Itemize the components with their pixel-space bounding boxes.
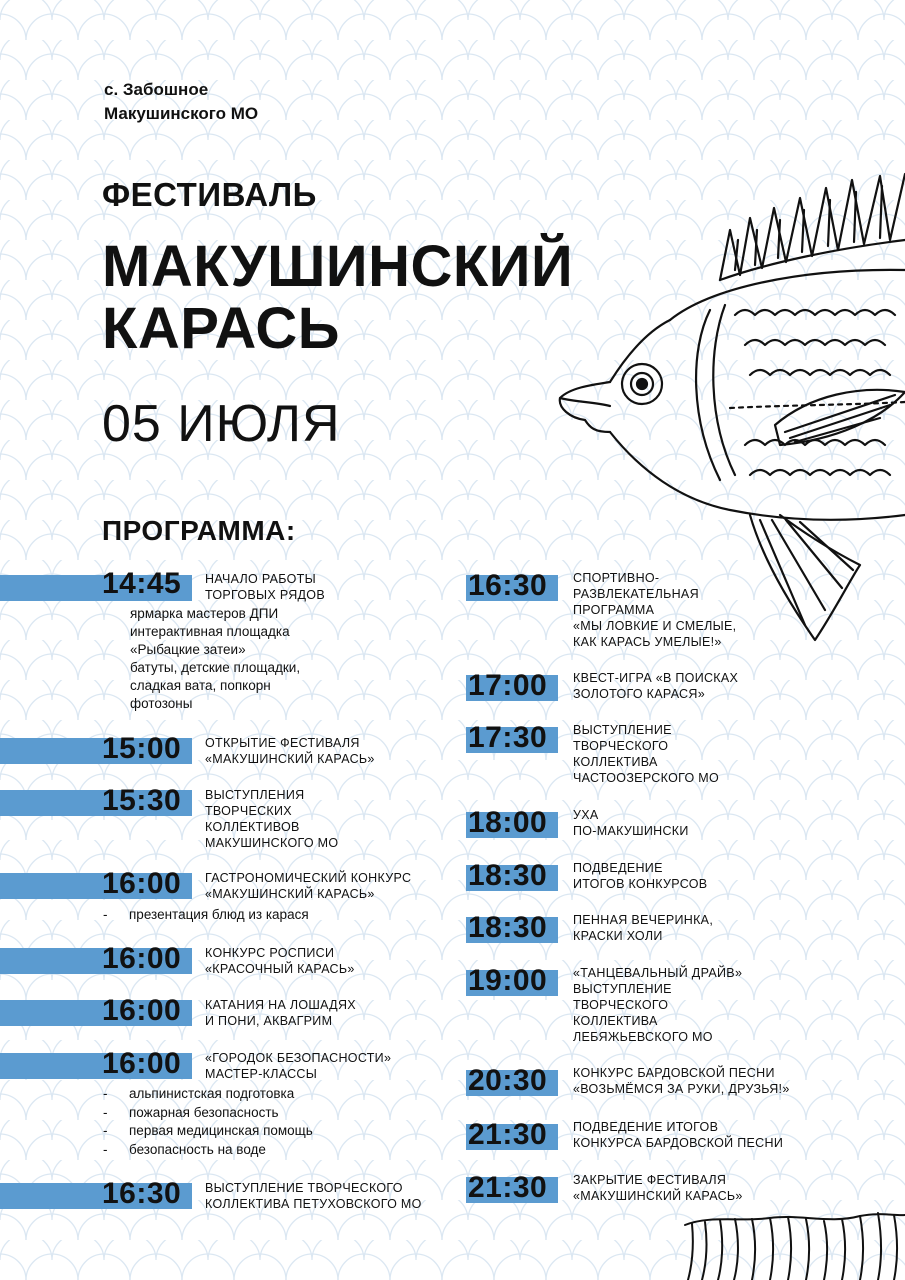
event-title [205,1180,422,1212]
event-title-line: «ТАНЦЕВАЛЬНЫЙ ДРАЙВ» [573,966,743,980]
detail-line: интерактивная площадка [130,624,290,639]
event-bullet-list [103,906,309,925]
event-title [205,787,338,851]
detail-line: «Рыбацкие затеи» [130,642,246,657]
event-title [205,571,325,603]
event-time: 20:30 [468,1064,548,1097]
program-title: ПРОГРАММА: [102,515,296,546]
event-title-line: КАК КАРАСЬ УМЕЛЫЕ!» [573,635,722,649]
event-title-line: ТВОРЧЕСКОГО [573,998,669,1012]
event-title-line: КОЛЛЕКТИВА ПЕТУХОВСКОГО МО [205,1197,422,1211]
event-time: 15:30 [102,784,182,817]
fish-tail-illustration [680,1210,905,1280]
event-title-line: «МЫ ЛОВКИЕ И СМЕЛЫЕ, [573,619,737,633]
event-title [205,1050,391,1082]
event-title-line: УХА [573,808,599,822]
event-title [573,1119,783,1151]
festival-name-line-2: КАРАСЬ [102,296,340,361]
bullet-item: - безопасность на воде [103,1141,266,1157]
event-time: 16:00 [102,942,182,975]
bullet-text: безопасность на воде [129,1141,266,1157]
event-title-line: КОНКУРСА БАРДОВСКОЙ ПЕСНИ [573,1136,784,1150]
event-title-line: ЛЕБЯЖЬЕВСКОГО МО [573,1030,713,1044]
event-title-line: «МАКУШИНСКИЙ КАРАСЬ» [573,1189,743,1203]
detail-line: батуты, детские площадки, [130,660,301,675]
event-title-line: «МАКУШИНСКИЙ КАРАСЬ» [205,887,375,901]
event-title-line: ОТКРЫТИЕ ФЕСТИВАЛЯ [205,736,360,750]
event-title [205,997,356,1029]
event-title-line: ТВОРЧЕСКИХ [205,804,292,818]
festival-name-line-1: МАКУШИНСКИЙ [102,234,574,299]
festival-date: 05 ИЮЛЯ [102,395,341,453]
event-title-line: КОЛЛЕКТИВОВ [205,820,300,834]
event-time: 17:30 [468,721,548,754]
event-title-line: ПОДВЕДЕНИЕ [573,861,663,875]
event-title-line: ПО-МАКУШИНСКИ [573,824,689,838]
event-time: 15:00 [102,732,182,765]
bullet-item: - альпинистская подготовка [103,1086,295,1101]
event-time: 16:00 [102,994,182,1027]
event-title-line: КОНКУРС БАРДОВСКОЙ ПЕСНИ [573,1066,775,1080]
event-title-line: ИТОГОВ КОНКУРСОВ [573,877,708,891]
event-title-line: ПРОГРАММА [573,603,655,617]
event-title-line: ГАСТРОНОМИЧЕСКИЙ КОНКУРС [205,871,412,885]
event-title-line: ПЕННАЯ ВЕЧЕРИНКА, [573,913,714,927]
event-title [573,1065,790,1097]
event-title-line: «КРАСОЧНЫЙ КАРАСЬ» [205,962,355,976]
event-time: 18:30 [468,859,548,892]
bullet-item: - первая медицинская помощь [103,1123,313,1138]
event-title-line: ВЫСТУПЛЕНИЯ [205,788,305,802]
event-title-line: МАКУШИНСКОГО МО [205,836,339,850]
event-time: 18:00 [468,806,548,839]
event-title [205,945,355,977]
event-title-line: КАТАНИЯ НА ЛОШАДЯХ [205,998,356,1012]
detail-line: ярмарка мастеров ДПИ [130,606,279,621]
village-line-1: с. Забошное [104,80,209,99]
bullet-text: первая медицинская помощь [129,1123,313,1138]
event-time: 16:30 [468,569,548,602]
bullet-text: пожарная безопасность [129,1104,279,1120]
event-title-line: ПОДВЕДЕНИЕ ИТОГОВ [573,1120,719,1134]
event-time: 17:00 [468,669,548,702]
event-time: 19:00 [468,964,548,997]
event-title [573,912,713,944]
event-time: 16:00 [102,1047,182,1080]
event-title [573,670,738,702]
event-title [573,807,689,839]
event-title-line: КОЛЛЕКТИВА [573,1014,658,1028]
event-title [573,965,742,1045]
event-title [205,870,411,902]
event-title-line: КОНКУРС РОСПИСИ [205,946,335,960]
festival-label: ФЕСТИВАЛЬ [102,176,317,213]
event-details [130,605,300,713]
festival-name [102,236,573,360]
village-location [104,78,258,126]
event-title [573,1172,743,1204]
event-title-line: ТОРГОВЫХ РЯДОВ [205,588,325,602]
event-time: 18:30 [468,911,548,944]
event-title [573,722,719,786]
event-title-line: ЗОЛОТОГО КАРАСЯ» [573,687,705,701]
event-title-line: ЧАСТООЗЕРСКОГО МО [573,771,719,785]
event-bullet-list [103,1085,313,1159]
detail-line: фотозоны [130,696,193,711]
event-title [573,860,707,892]
event-title-line: «ГОРОДОК БЕЗОПАСНОСТИ» [205,1051,392,1065]
detail-line: сладкая вата, попкорн [130,678,271,693]
event-time: 21:30 [468,1171,548,1204]
event-title-line: ВЫСТУПЛЕНИЕ ТВОРЧЕСКОГО [205,1181,403,1195]
event-title-line: «ВОЗЬМЁМСЯ ЗА РУКИ, ДРУЗЬЯ!» [573,1082,790,1096]
event-title [205,735,375,767]
event-time: 16:00 [102,867,182,900]
event-title-line: ВЫСТУПЛЕНИЕ [573,723,672,737]
event-title-line: И ПОНИ, АКВАГРИМ [205,1014,333,1028]
event-title-line: НАЧАЛО РАБОТЫ [205,572,316,586]
event-time: 21:30 [468,1118,548,1151]
event-title-line: СПОРТИВНО- [573,571,660,585]
event-title [573,570,736,650]
event-title-line: МАСТЕР-КЛАССЫ [205,1067,318,1081]
event-title-line: РАЗВЛЕКАТЕЛЬНАЯ [573,587,699,601]
bullet-text: презентация блюд из карася [129,907,309,922]
event-time: 14:45 [102,567,182,600]
event-title-line: «МАКУШИНСКИЙ КАРАСЬ» [205,752,375,766]
event-title-line: КОЛЛЕКТИВА [573,755,658,769]
event-title-line: ВЫСТУПЛЕНИЕ [573,982,672,996]
event-title-line: ТВОРЧЕСКОГО [573,739,669,753]
bullet-text: альпинистская подготовка [129,1086,295,1101]
bullet-item: - пожарная безопасность [103,1104,279,1120]
bullet-item: - презентация блюд из карася [103,907,309,922]
event-title-line: КВЕСТ-ИГРА «В ПОИСКАХ [573,671,739,685]
village-line-2: Макушинского МО [104,104,259,123]
event-title-line: ЗАКРЫТИЕ ФЕСТИВАЛЯ [573,1173,727,1187]
event-title-line: КРАСКИ ХОЛИ [573,929,663,943]
event-time: 16:30 [102,1177,182,1210]
